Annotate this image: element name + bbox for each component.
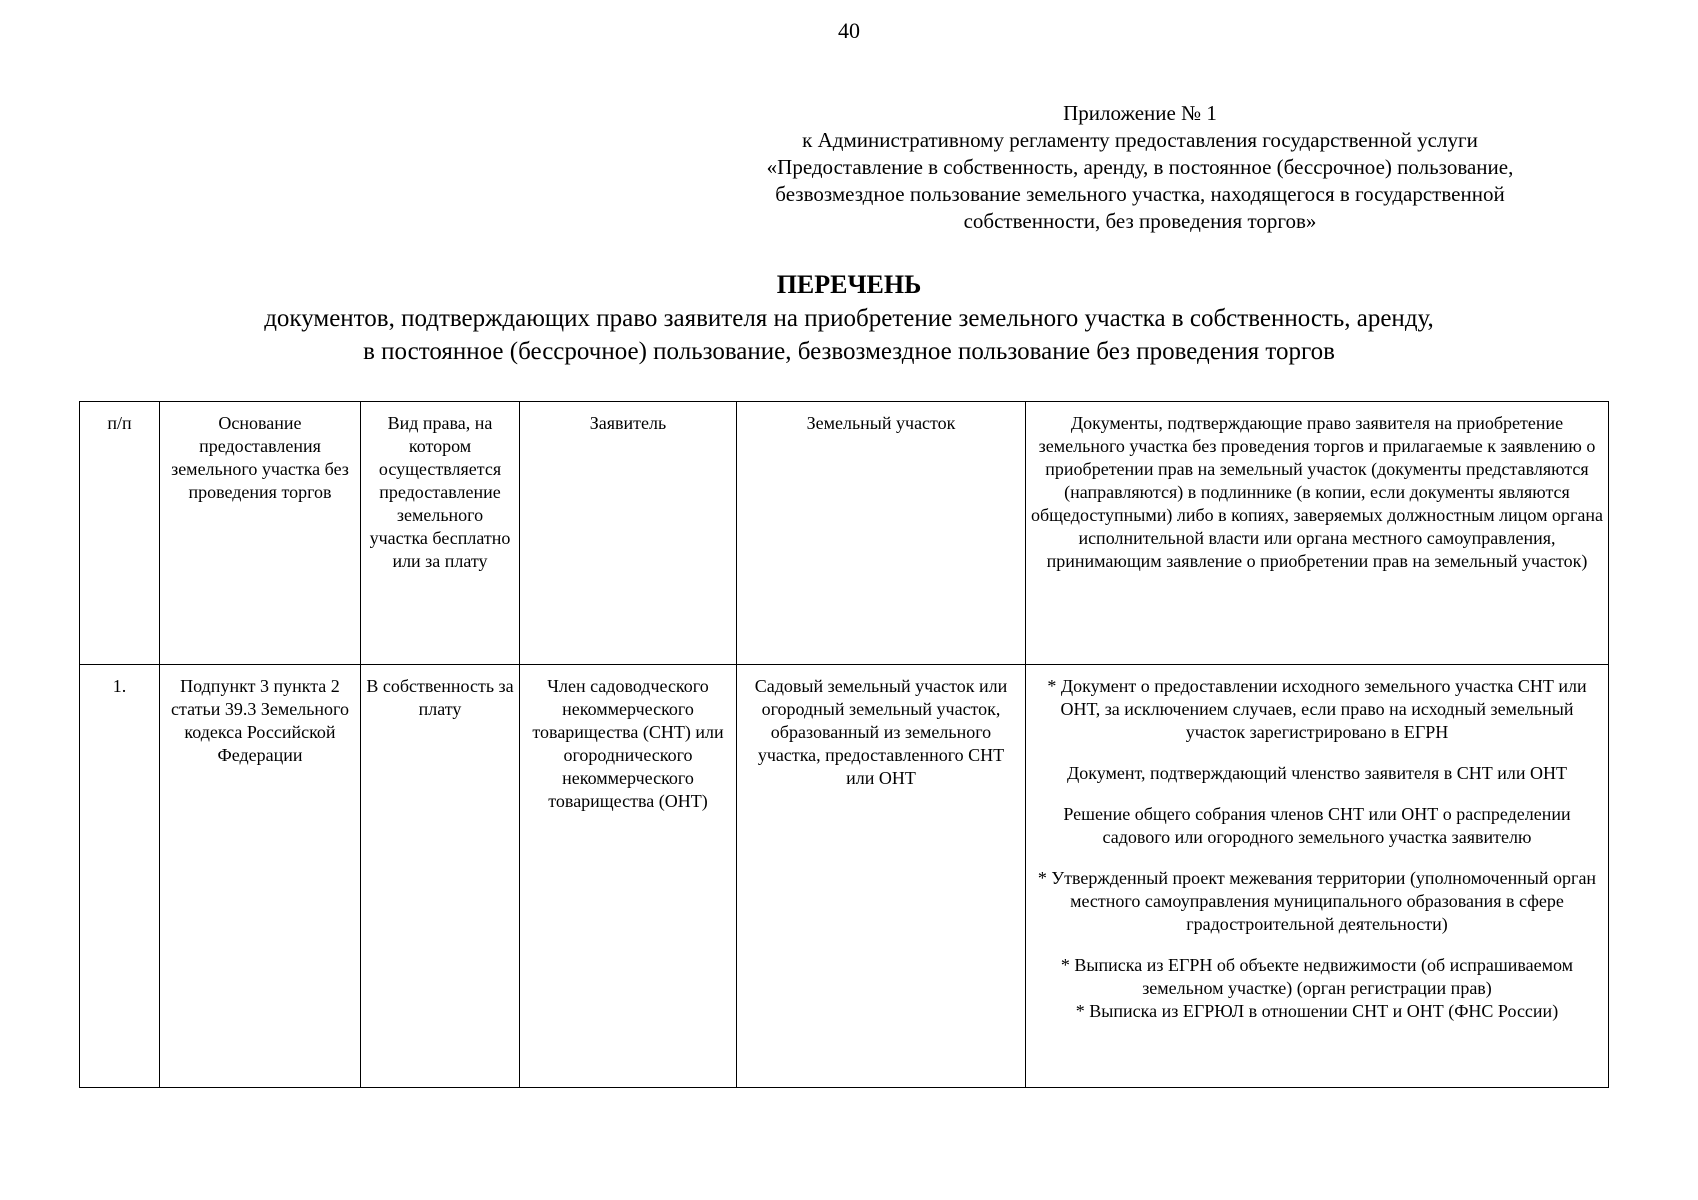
page-number: 40 [838, 18, 860, 43]
header-right-type: Вид права, на котором осуществляется предоставление земельного участка бесплатно или за плату [361, 402, 520, 665]
document-item: * Документ о предоставлении исходного земельного участка СНТ или ОНТ, за исключением случаев, если право на исходный земельный участок зарегистрировано в ЕГРН [1047, 676, 1587, 742]
document-item: Решение общего собрания членов СНТ или ОНТ о распределении садового или огородного земельного участка заявителю [1063, 804, 1571, 847]
appendix-line: к Административному регламенту предоставления государственной услуги [802, 128, 1478, 152]
header-basis: Основание предоставления земельного участка без проведения торгов [160, 402, 361, 665]
header-number: п/п [80, 402, 160, 665]
document-subtitle-line: в постоянное (бессрочное) пользование, безвозмездное пользование без проведения торгов [363, 338, 1335, 365]
document-item: * Утвержденный проект межевания территории (уполномоченный орган местного самоуправления муниципального образования в сфере градостроительной деятельности) [1037, 868, 1597, 934]
cell-applicant: Член садоводческого некоммерческого товарищества (СНТ) или огороднического некоммерческого товарищества (ОНТ) [520, 665, 737, 1088]
documents-table [79, 401, 1609, 1088]
cell-right-type: В собственность за плату [361, 665, 520, 1088]
cell-land-plot: Садовый земельный участок или огородный земельный участок, образованный из земельного участка, предоставленного СНТ или ОНТ [737, 665, 1026, 1088]
appendix-line: собственности, без проведения торгов» [963, 209, 1317, 233]
document-subtitle-line: документов, подтверждающих право заявителя на приобретение земельного участка в собственность, аренду, [264, 305, 1434, 332]
table-row [80, 665, 1609, 1088]
appendix-title: Приложение № 1 [1063, 101, 1217, 125]
document-item: * Выписка из ЕГРН об объекте недвижимости (об испрашиваемом земельном участке) (орган регистрации прав) [1060, 955, 1574, 998]
appendix-line: «Предоставление в собственность, аренду, в постоянное (бессрочное) пользование, [766, 155, 1514, 179]
cell-basis: Подпункт 3 пункта 2 статьи 39.3 Земельного кодекса Российской Федерации [160, 665, 361, 1088]
document-title: ПЕРЕЧЕНЬ [776, 270, 922, 299]
document-item: * Выписка из ЕГРЮЛ в отношении СНТ и ОНТ (ФНС России) [1075, 1001, 1559, 1021]
header-land-plot: Земельный участок [737, 402, 1026, 665]
appendix-note [690, 100, 1590, 235]
table-header-row [80, 402, 1609, 665]
document-item: Документ, подтверждающий членство заявителя в СНТ или ОНТ [1067, 763, 1567, 783]
header-applicant: Заявитель [520, 402, 737, 665]
document-heading [0, 268, 1698, 368]
header-documents: Документы, подтверждающие право заявителя на приобретение земельного участка без проведения торгов и прилагаемые к заявлению о приобретении прав на земельный участок (документы представляются (направляются) в подлиннике (в копии, если документы являются общедоступными) либо в копиях, заверяемых должностным лицом органа исполнительной власти или органа местного самоуправления, принимающим заявление о приобретении прав на земельный участок) [1026, 402, 1609, 665]
appendix-line: безвозмездное пользование земельного участка, находящегося в государственной [775, 182, 1505, 206]
cell-documents [1026, 665, 1609, 1088]
cell-number: 1. [80, 665, 160, 1088]
